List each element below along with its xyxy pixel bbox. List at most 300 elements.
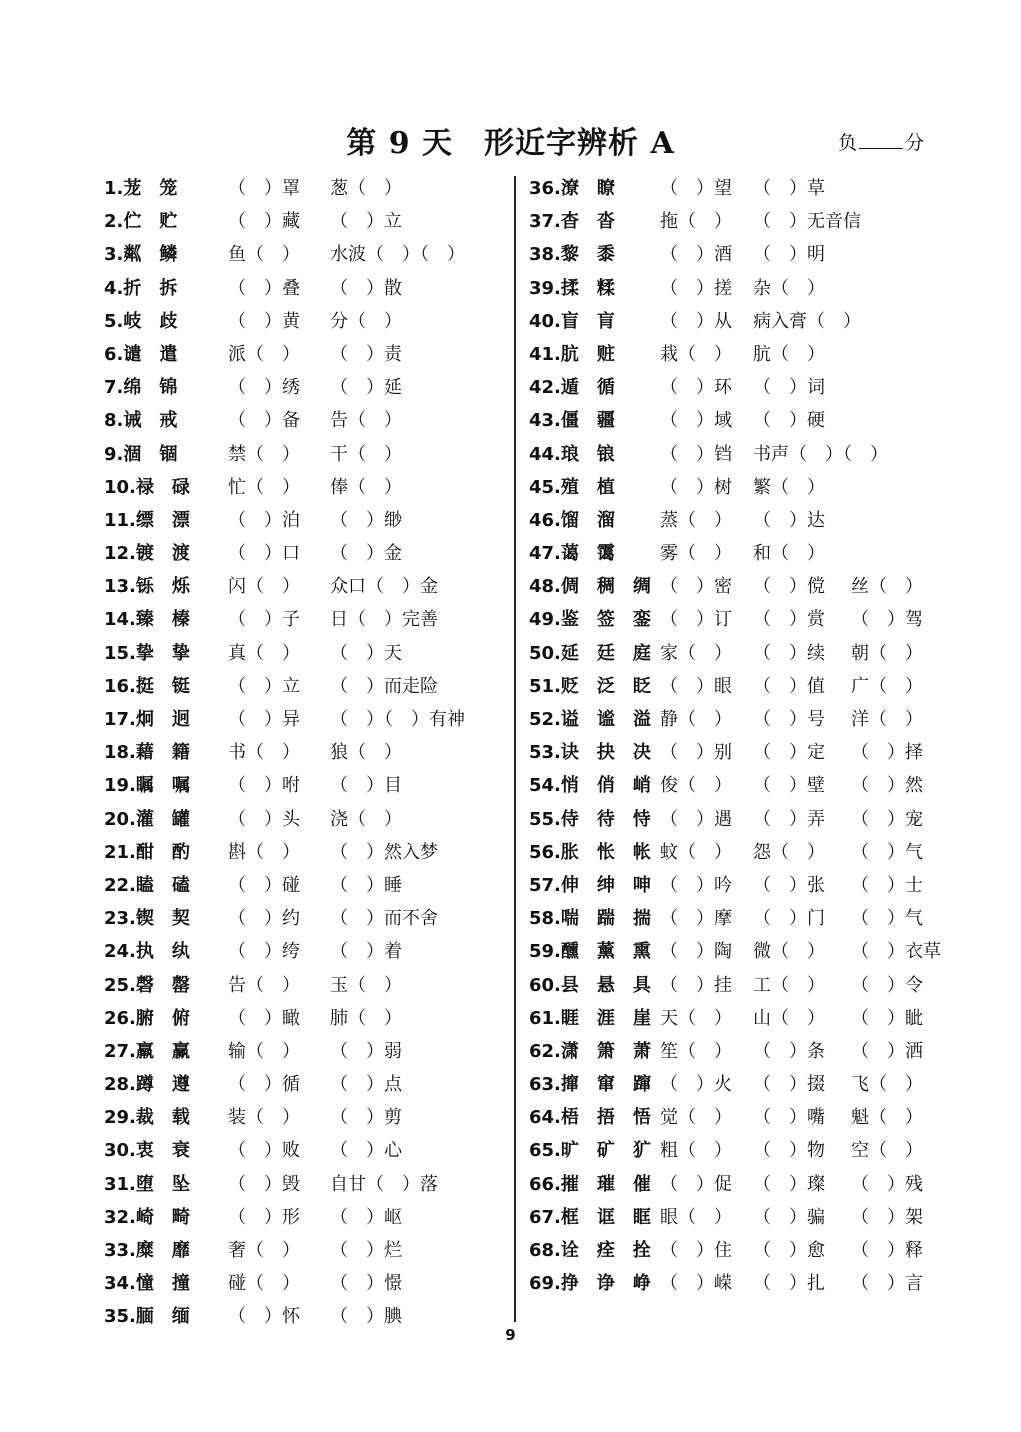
fill-in-blank-term[interactable]: 魁（ ） xyxy=(851,1107,923,1129)
exercise-number: 59. xyxy=(529,941,561,963)
fill-in-blank-term[interactable]: （ ）着 xyxy=(330,941,402,963)
exercise-characters: 侍 待 恃 xyxy=(560,808,651,830)
exercise-head xyxy=(529,1068,651,1101)
fill-in-blank-term[interactable]: （ ）怀 xyxy=(228,1306,300,1328)
exercise-row xyxy=(104,272,504,305)
exercise-number: 4. xyxy=(104,277,124,299)
fill-in-blank-term[interactable]: （ ）绣 xyxy=(228,377,300,399)
fill-in-blank-term[interactable]: 蚊（ ） xyxy=(660,841,732,863)
fill-in-blank-term[interactable]: （ ）衣草 xyxy=(851,941,941,963)
exercise-row xyxy=(529,1002,969,1035)
exercise-head xyxy=(104,570,190,603)
fill-in-blank-term[interactable]: 真（ ） xyxy=(228,642,300,664)
exercise-number: 58. xyxy=(529,908,561,930)
exercise-row xyxy=(529,205,969,238)
exercise-head xyxy=(529,570,651,603)
exercise-row xyxy=(104,1068,504,1101)
exercise-characters: 绵 锦 xyxy=(123,377,178,399)
exercise-row xyxy=(529,1267,969,1300)
exercise-characters: 瞌 磕 xyxy=(135,874,190,896)
fill-in-blank-term[interactable]: （ ）域 xyxy=(660,410,732,432)
fill-in-blank-term[interactable]: （ ）天 xyxy=(330,642,402,664)
exercise-characters: 瞩 嘱 xyxy=(135,775,190,797)
exercise-head xyxy=(529,172,615,205)
fill-in-blank-term[interactable]: （ ）罩 xyxy=(228,178,300,199)
exercise-number: 51. xyxy=(529,675,561,697)
fill-in-blank-term[interactable]: 病入膏（ ） xyxy=(753,310,861,332)
fill-in-blank-term[interactable]: （ ）明 xyxy=(753,244,825,266)
fill-in-blank-term[interactable]: 工（ ） xyxy=(753,974,825,996)
fill-in-blank-term[interactable]: 雾（ ） xyxy=(660,543,732,565)
fill-in-blank-term[interactable]: （ ）壁 xyxy=(753,775,825,797)
exercise-number: 42. xyxy=(529,377,561,399)
fill-in-blank-term[interactable]: 分（ ） xyxy=(330,310,402,332)
fill-in-blank-term[interactable]: 忙（ ） xyxy=(228,476,300,498)
exercise-characters: 摧 璀 催 xyxy=(560,1173,651,1195)
fill-in-blank-term[interactable]: 鱼（ ） xyxy=(228,244,300,266)
score-suffix: 分 xyxy=(905,132,925,154)
exercise-row xyxy=(104,902,504,935)
fill-in-blank-term[interactable]: （ ）嘴 xyxy=(753,1107,825,1129)
exercise-row xyxy=(104,338,504,371)
fill-in-blank-term[interactable]: 葱（ ） xyxy=(330,178,402,199)
exercise-characters: 堕 坠 xyxy=(135,1173,190,1195)
fill-in-blank-term[interactable]: （ ）望 xyxy=(660,178,732,199)
exercise-head xyxy=(104,1201,190,1234)
fill-in-blank-term[interactable]: （ ）睡 xyxy=(330,874,402,896)
exercise-row xyxy=(529,1134,969,1167)
exercise-characters: 执 纨 xyxy=(135,941,190,963)
fill-in-blank-term[interactable]: （ ）循 xyxy=(228,1074,300,1096)
fill-in-blank-term[interactable]: （ ）词 xyxy=(753,377,825,399)
fill-in-blank-term[interactable]: （ ）泊 xyxy=(228,509,300,531)
fill-in-blank-term[interactable]: 干（ ） xyxy=(330,443,402,465)
exercise-number: 26. xyxy=(104,1007,136,1029)
exercise-head xyxy=(529,969,651,1002)
exercise-head xyxy=(104,305,177,338)
fill-in-blank-term[interactable]: （ ）释 xyxy=(851,1240,923,1261)
exercise-head xyxy=(104,238,177,271)
fill-in-blank-term[interactable]: 朝（ ） xyxy=(851,642,923,664)
exercise-row xyxy=(104,670,504,703)
fill-in-blank-term[interactable]: （ ）促 xyxy=(660,1173,732,1195)
fill-in-blank-term[interactable]: 笙（ ） xyxy=(660,1040,732,1062)
fill-in-blank-term[interactable]: （ ）洒 xyxy=(851,1040,923,1062)
fill-in-blank-term[interactable]: （ ）金 xyxy=(330,543,402,565)
exercise-number: 19. xyxy=(104,775,136,797)
fill-in-blank-term[interactable]: （ ）搓 xyxy=(660,277,732,299)
exercise-characters: 蔼 霭 xyxy=(560,543,615,565)
exercise-head xyxy=(529,1134,651,1167)
exercise-head xyxy=(104,1267,190,1300)
fill-in-blank-term[interactable]: （ ）酒 xyxy=(660,244,732,266)
exercise-characters: 糜 靡 xyxy=(135,1240,190,1261)
exercise-row xyxy=(529,371,969,404)
fill-in-blank-term[interactable]: 洋（ ） xyxy=(851,709,923,730)
fill-in-blank-term[interactable]: （ ）扎 xyxy=(753,1273,825,1295)
fill-in-blank-term[interactable]: （ ）点 xyxy=(330,1074,402,1096)
fill-in-blank-term[interactable]: （ ）草 xyxy=(753,178,825,199)
fill-in-blank-term[interactable]: （ ）烂 xyxy=(330,1240,402,1261)
exercise-row xyxy=(529,1201,969,1234)
fill-in-blank-term[interactable]: （ ）延 xyxy=(330,377,402,399)
exercise-row xyxy=(529,703,969,736)
exercise-number: 46. xyxy=(529,509,561,531)
exercise-row xyxy=(104,703,504,736)
fill-in-blank-term[interactable]: 静（ ） xyxy=(660,709,732,730)
exercise-characters: 贬 泛 眨 xyxy=(560,675,651,697)
fill-in-blank-term[interactable]: （ ）眼 xyxy=(660,675,732,697)
exercise-number: 47. xyxy=(529,543,561,565)
fill-in-blank-term[interactable]: （ ）物 xyxy=(753,1140,825,1162)
fill-in-blank-term[interactable]: 碰（ ） xyxy=(228,1273,300,1295)
fill-in-blank-term[interactable]: （ ）碰 xyxy=(228,874,300,896)
exercise-number: 67. xyxy=(529,1206,561,1228)
fill-in-blank-term[interactable]: 杂（ ） xyxy=(753,277,825,299)
fill-in-blank-term[interactable]: （ ）叠 xyxy=(228,277,300,299)
exercise-head xyxy=(529,305,615,338)
fill-in-blank-term[interactable]: （ ）弄 xyxy=(753,808,825,830)
exercise-number: 66. xyxy=(529,1173,561,1195)
exercise-head xyxy=(104,338,177,371)
fill-in-blank-term[interactable]: 输（ ） xyxy=(228,1040,300,1062)
left-column xyxy=(104,172,504,1334)
exercise-head xyxy=(529,1168,651,1201)
fill-in-blank-term[interactable]: 山（ ） xyxy=(753,1007,825,1029)
fill-in-blank-term[interactable]: （ ）愈 xyxy=(753,1240,825,1261)
fill-in-blank-term[interactable]: 书（ ） xyxy=(228,742,300,764)
fill-in-blank-term[interactable]: （ ）吟 xyxy=(660,874,732,896)
fill-in-blank-term[interactable]: （ ）遇 xyxy=(660,808,732,830)
fill-in-blank-term[interactable]: 狼（ ） xyxy=(330,742,402,764)
fill-in-blank-term[interactable]: （ ）火 xyxy=(660,1074,732,1096)
exercise-number: 52. xyxy=(529,709,561,730)
exercise-head xyxy=(529,836,651,869)
exercise-row xyxy=(104,537,504,570)
exercise-row xyxy=(104,1002,504,1035)
exercise-head xyxy=(104,836,190,869)
fill-in-blank-term[interactable]: 浇（ ） xyxy=(330,808,402,830)
fill-in-blank-term[interactable]: （ ）立 xyxy=(228,675,300,697)
fill-in-blank-term[interactable]: 和（ ） xyxy=(753,543,825,565)
exercise-row xyxy=(529,603,969,636)
exercise-characters: 铄 烁 xyxy=(135,576,190,598)
exercise-characters: 撺 窜 蹿 xyxy=(560,1074,651,1096)
exercise-number: 61. xyxy=(529,1007,561,1029)
fill-in-blank-term[interactable]: （ ）硬 xyxy=(753,410,825,432)
fill-in-blank-term[interactable]: 俊（ ） xyxy=(660,775,732,797)
fill-in-blank-term[interactable]: （ ）达 xyxy=(753,509,825,531)
fill-in-blank-term[interactable]: 肺（ ） xyxy=(330,1007,402,1029)
fill-in-blank-term[interactable]: （ ）备 xyxy=(228,410,300,432)
fill-in-blank-term[interactable]: （ ）言 xyxy=(851,1273,923,1295)
fill-in-blank-term[interactable]: （ ）定 xyxy=(753,742,825,764)
exercise-row xyxy=(104,1101,504,1134)
fill-in-blank-term[interactable]: （ ）目 xyxy=(330,775,402,797)
score-blank[interactable] xyxy=(859,148,903,149)
exercise-characters: 岐 歧 xyxy=(123,310,178,332)
fill-in-blank-term[interactable]: 俸（ ） xyxy=(330,476,402,498)
exercise-head xyxy=(529,935,651,968)
fill-in-blank-term[interactable]: 天（ ） xyxy=(660,1007,732,1029)
exercise-row xyxy=(104,1035,504,1068)
exercise-characters: 黎 黍 xyxy=(560,244,615,266)
fill-in-blank-term[interactable]: （ ）然入梦 xyxy=(330,841,438,863)
exercise-characters: 诠 痊 拴 xyxy=(560,1240,651,1261)
exercise-head xyxy=(104,969,190,1002)
exercise-characters: 羸 赢 xyxy=(135,1040,190,1062)
fill-in-blank-term[interactable]: （ ）密 xyxy=(660,576,732,598)
fill-in-blank-term[interactable]: （ ）从 xyxy=(660,310,732,332)
exercise-number: 32. xyxy=(104,1206,136,1228)
fill-in-blank-term[interactable]: （ ）而不舍 xyxy=(330,908,438,930)
fill-in-blank-term[interactable]: （ ）值 xyxy=(753,675,825,697)
exercise-number: 69. xyxy=(529,1273,561,1295)
exercise-number: 55. xyxy=(529,808,561,830)
fill-in-blank-term[interactable]: 眼（ ） xyxy=(660,1206,732,1228)
fill-in-blank-term[interactable]: （ ）败 xyxy=(228,1140,300,1162)
exercise-head xyxy=(104,803,190,836)
fill-in-blank-term[interactable]: （ ）续 xyxy=(753,642,825,664)
fill-in-blank-term[interactable]: （ ）然 xyxy=(851,775,923,797)
fill-in-blank-term[interactable]: （ ）环 xyxy=(660,377,732,399)
exercise-characters: 殖 植 xyxy=(560,476,615,498)
fill-in-blank-term[interactable]: （ ）架 xyxy=(851,1206,923,1228)
exercise-row xyxy=(104,238,504,271)
exercise-characters: 伫 贮 xyxy=(123,211,178,233)
exercise-row xyxy=(104,570,504,603)
exercise-number: 49. xyxy=(529,609,561,631)
exercise-head xyxy=(529,504,615,537)
fill-in-blank-term[interactable]: （ ）璨 xyxy=(753,1173,825,1195)
exercise-row xyxy=(104,1201,504,1234)
exercise-row xyxy=(104,803,504,836)
exercise-head xyxy=(529,803,651,836)
fill-in-blank-term[interactable]: （ ）责 xyxy=(330,343,402,365)
fill-in-blank-term[interactable]: 禁（ ） xyxy=(228,443,300,465)
fill-in-blank-term[interactable]: （ ）住 xyxy=(660,1240,732,1261)
fill-in-blank-term[interactable]: （ ）毁 xyxy=(228,1173,300,1195)
exercise-row xyxy=(529,438,969,471)
exercise-row xyxy=(104,305,504,338)
fill-in-blank-term[interactable]: （ ）绔 xyxy=(228,941,300,963)
exercise-row xyxy=(104,438,504,471)
exercise-head xyxy=(104,1002,190,1035)
fill-in-blank-term[interactable]: （ ）傥 xyxy=(753,576,825,598)
fill-in-blank-term[interactable]: （ ）岖 xyxy=(330,1206,402,1228)
exercise-number: 50. xyxy=(529,642,561,664)
exercise-characters: 诫 戒 xyxy=(123,410,178,432)
exercise-head xyxy=(529,1002,651,1035)
exercise-characters: 臻 榛 xyxy=(135,609,190,631)
fill-in-blank-term[interactable]: 闪（ ） xyxy=(228,576,300,598)
exercise-characters: 馏 溜 xyxy=(560,509,615,531)
fill-in-blank-term[interactable]: （ ）憬 xyxy=(330,1273,402,1295)
exercise-characters: 盲 肓 xyxy=(560,310,615,332)
exercise-number: 68. xyxy=(529,1240,561,1261)
fill-in-blank-term[interactable]: （ ）树 xyxy=(660,476,732,498)
fill-in-blank-term[interactable]: 飞（ ） xyxy=(851,1074,923,1096)
fill-in-blank-term[interactable]: 栽（ ） xyxy=(660,343,732,365)
exercise-characters: 谴 遣 xyxy=(123,343,178,365)
exercise-row xyxy=(529,338,969,371)
exercise-row xyxy=(529,1168,969,1201)
exercise-characters: 裁 载 xyxy=(135,1107,190,1129)
exercise-head xyxy=(529,769,651,802)
exercise-characters: 杳 沓 xyxy=(560,211,615,233)
fill-in-blank-term[interactable]: （ ）散 xyxy=(330,277,402,299)
fill-in-blank-term[interactable]: 空（ ） xyxy=(851,1140,923,1162)
fill-in-blank-term[interactable]: （ ）号 xyxy=(753,709,825,730)
fill-in-blank-term[interactable]: 众口（ ）金 xyxy=(330,576,438,598)
fill-in-blank-term[interactable]: （ ）士 xyxy=(851,874,923,896)
fill-in-blank-term[interactable]: （ ）约 xyxy=(228,908,300,930)
exercise-row xyxy=(529,172,969,205)
exercise-number: 60. xyxy=(529,974,561,996)
score-field xyxy=(838,128,924,155)
exercise-head xyxy=(104,670,190,703)
fill-in-blank-term[interactable]: 肮（ ） xyxy=(753,343,825,365)
exercise-number: 22. xyxy=(104,874,136,896)
fill-in-blank-term[interactable]: （ ）条 xyxy=(753,1040,825,1062)
fill-in-blank-term[interactable]: 自甘（ ）落 xyxy=(330,1173,438,1195)
fill-in-blank-term[interactable]: （ ）心 xyxy=(330,1140,402,1162)
exercise-characters: 崎 畸 xyxy=(135,1206,190,1228)
fill-in-blank-term[interactable]: （ ）藏 xyxy=(228,211,300,233)
fill-in-blank-term[interactable]: （ ）赏 xyxy=(753,609,825,631)
fill-in-blank-term[interactable]: （ ）腆 xyxy=(330,1306,402,1328)
exercise-row xyxy=(104,1267,504,1300)
fill-in-blank-term[interactable]: 斟（ ） xyxy=(228,841,300,863)
fill-in-blank-term[interactable]: （ ）宠 xyxy=(851,808,923,830)
fill-in-blank-term[interactable]: 玉（ ） xyxy=(330,974,402,996)
fill-in-blank-term[interactable]: （ ）掇 xyxy=(753,1074,825,1096)
exercise-characters: 腼 缅 xyxy=(135,1306,190,1328)
fill-in-blank-term[interactable]: 蒸（ ） xyxy=(660,509,732,531)
fill-in-blank-term[interactable]: （ ）异 xyxy=(228,709,300,730)
column-divider xyxy=(514,176,516,1322)
exercise-characters: 涸 锢 xyxy=(123,443,178,465)
exercise-number: 10. xyxy=(104,476,136,498)
exercise-number: 17. xyxy=(104,709,136,730)
fill-in-blank-term[interactable]: （ ）择 xyxy=(851,742,923,764)
fill-in-blank-term[interactable]: （ ）剪 xyxy=(330,1107,402,1129)
fill-in-blank-term[interactable]: （ ）挂 xyxy=(660,974,732,996)
exercise-row xyxy=(529,1035,969,1068)
exercise-characters: 潇 箫 萧 xyxy=(560,1040,651,1062)
fill-in-blank-term[interactable]: 日（ ）完善 xyxy=(330,609,438,631)
fill-in-blank-term[interactable]: 广（ ） xyxy=(851,675,923,697)
fill-in-blank-term[interactable]: （ ）门 xyxy=(753,908,825,930)
fill-in-blank-term[interactable]: （ ）立 xyxy=(330,211,402,233)
exercise-head xyxy=(529,670,651,703)
fill-in-blank-term[interactable]: （ ）而走险 xyxy=(330,675,438,697)
exercise-head xyxy=(104,537,190,570)
exercise-row xyxy=(529,836,969,869)
fill-in-blank-term[interactable]: 奢（ ） xyxy=(228,1240,300,1261)
fill-in-blank-term[interactable]: （ ）子 xyxy=(228,609,300,631)
fill-in-blank-term[interactable]: （ ）张 xyxy=(753,874,825,896)
fill-in-blank-term[interactable]: （ ）铛 xyxy=(660,443,732,465)
fill-in-blank-term[interactable]: （ ）别 xyxy=(660,742,732,764)
exercise-head xyxy=(104,371,177,404)
fill-in-blank-term[interactable]: （ ）骗 xyxy=(753,1206,825,1228)
exercise-row xyxy=(529,272,969,305)
exercise-characters: 伸 绅 呻 xyxy=(560,874,651,896)
exercise-number: 14. xyxy=(104,609,136,631)
fill-in-blank-term[interactable]: （ ）气 xyxy=(851,841,923,863)
fill-in-blank-term[interactable]: （ ）驾 xyxy=(851,609,923,631)
exercise-row xyxy=(104,1134,504,1167)
exercise-number: 33. xyxy=(104,1240,136,1261)
exercise-row xyxy=(104,969,504,1002)
fill-in-blank-term[interactable]: 微（ ） xyxy=(753,941,825,963)
fill-in-blank-term[interactable]: （ ）嵘 xyxy=(660,1273,732,1295)
fill-in-blank-term[interactable]: 告（ ） xyxy=(330,410,402,432)
exercise-characters: 肮 赃 xyxy=(560,343,615,365)
fill-in-blank-term[interactable]: （ ）残 xyxy=(851,1173,923,1195)
exercise-head xyxy=(104,504,190,537)
fill-in-blank-term[interactable]: （ ）气 xyxy=(851,908,923,930)
fill-in-blank-term[interactable]: （ ）（ ）有神 xyxy=(330,709,465,730)
fill-in-blank-term[interactable]: （ ）弱 xyxy=(330,1040,402,1062)
exercise-head xyxy=(104,471,190,504)
fill-in-blank-term[interactable]: （ ）眦 xyxy=(851,1007,923,1029)
exercise-head xyxy=(529,1234,651,1267)
fill-in-blank-term[interactable]: （ ）形 xyxy=(228,1206,300,1228)
fill-in-blank-term[interactable]: （ ）口 xyxy=(228,543,300,565)
exercise-number: 41. xyxy=(529,343,561,365)
fill-in-blank-term[interactable]: 怨（ ） xyxy=(753,841,825,863)
exercise-number: 48. xyxy=(529,576,561,598)
exercise-characters: 折 拆 xyxy=(123,277,178,299)
fill-in-blank-term[interactable]: 告（ ） xyxy=(228,974,300,996)
fill-in-blank-term[interactable]: 丝（ ） xyxy=(851,576,923,598)
fill-in-blank-term[interactable]: （ ）订 xyxy=(660,609,732,631)
fill-in-blank-term[interactable]: （ ）无音信 xyxy=(753,211,861,233)
exercise-number: 11. xyxy=(104,509,136,531)
fill-in-blank-term[interactable]: （ ）陶 xyxy=(660,941,732,963)
exercise-number: 30. xyxy=(104,1140,136,1162)
exercise-number: 12. xyxy=(104,543,136,565)
exercise-number: 13. xyxy=(104,576,136,598)
exercise-number: 7. xyxy=(104,377,124,399)
fill-in-blank-term[interactable]: 水波（ ）（ ） xyxy=(330,244,465,266)
fill-in-blank-term[interactable]: （ ）缈 xyxy=(330,509,402,531)
fill-in-blank-term[interactable]: 拖（ ） xyxy=(660,211,732,233)
fill-in-blank-term[interactable]: 觉（ ） xyxy=(660,1107,732,1129)
exercise-head xyxy=(529,338,615,371)
fill-in-blank-term[interactable]: （ ）咐 xyxy=(228,775,300,797)
exercise-number: 34. xyxy=(104,1273,136,1295)
exercise-number: 16. xyxy=(104,675,136,697)
fill-in-blank-term[interactable]: （ ）令 xyxy=(851,974,923,996)
fill-in-blank-term[interactable]: （ ）摩 xyxy=(660,908,732,930)
exercise-characters: 禄 碌 xyxy=(135,476,190,498)
exercise-row xyxy=(104,869,504,902)
fill-in-blank-term[interactable]: 派（ ） xyxy=(228,343,300,365)
fill-in-blank-term[interactable]: 家（ ） xyxy=(660,642,732,664)
fill-in-blank-term[interactable]: 粗（ ） xyxy=(660,1140,732,1162)
exercise-number: 65. xyxy=(529,1140,561,1162)
fill-in-blank-term[interactable]: （ ）瞰 xyxy=(228,1007,300,1029)
fill-in-blank-term[interactable]: 装（ ） xyxy=(228,1107,300,1129)
fill-in-blank-term[interactable]: 繁（ ） xyxy=(753,476,825,498)
fill-in-blank-term[interactable]: 书声（ ）（ ） xyxy=(753,443,888,465)
fill-in-blank-term[interactable]: （ ）黄 xyxy=(228,310,300,332)
fill-in-blank-term[interactable]: （ ）头 xyxy=(228,808,300,830)
exercise-head xyxy=(104,1035,190,1068)
